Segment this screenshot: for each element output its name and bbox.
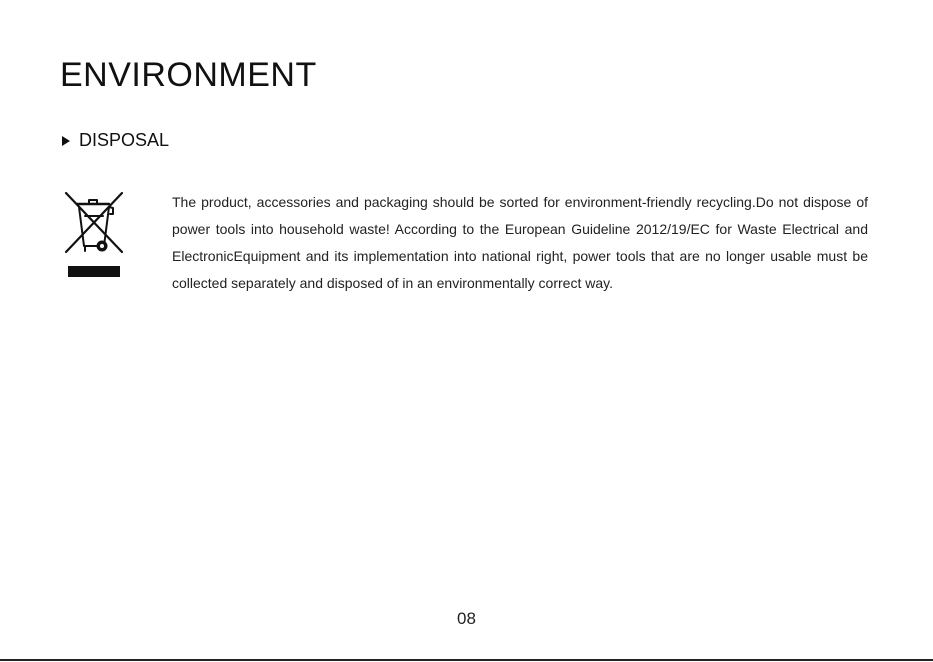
bottom-divider (0, 659, 933, 661)
page-title: ENVIRONMENT (60, 56, 317, 94)
page-number: 08 (457, 609, 476, 628)
section-heading-label: DISPOSAL (79, 130, 170, 150)
disposal-paragraph: The product, accessories and packaging should be sorted for environment-friendly recycling.Do not dispose of power tools into household waste! According to the European Guideline 2012/19/EC for Waste Electrical and ElectronicEquipment and its implementation into national right, power tools that are no longer usable must be collected separately and disposed of in an environmentally correct way. (172, 194, 868, 291)
triangle-right-icon (62, 136, 70, 146)
section-heading-disposal (62, 130, 169, 151)
crossed-out-wheelie-bin-icon (64, 190, 124, 280)
